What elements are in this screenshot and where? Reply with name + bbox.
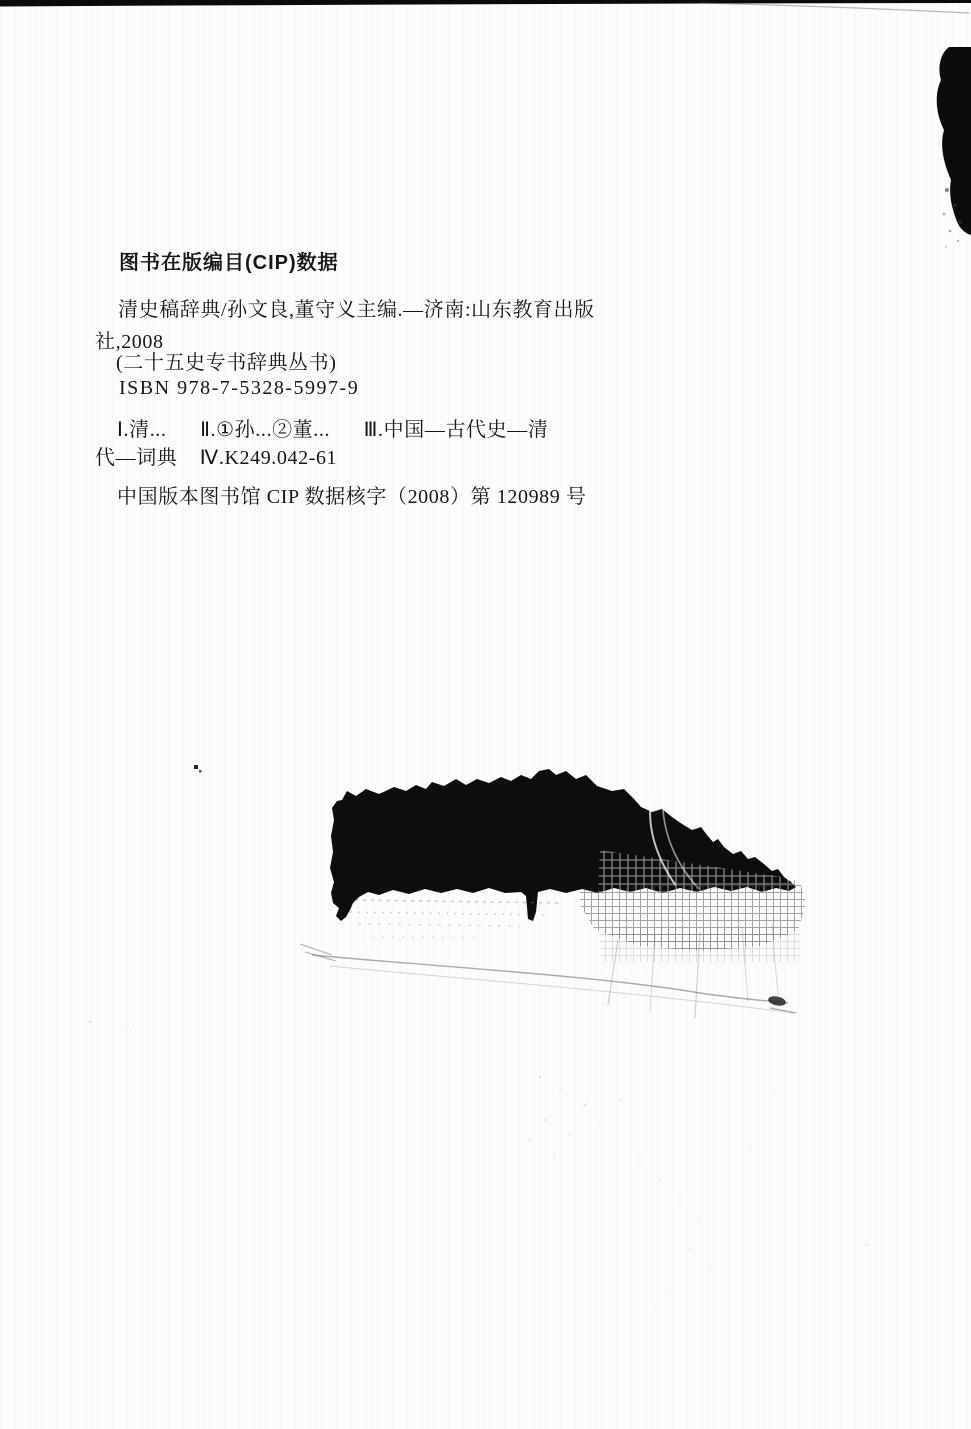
speckle-noise (89, 1021, 868, 1311)
bibliographic-line-1: 清史稿辞典/孙文良,董守义主编.—济南:山东教育出版 (118, 299, 595, 321)
center-ink-blotch (330, 769, 806, 1018)
top-edge-strip (0, 0, 971, 13)
scratch-lines (300, 944, 796, 1013)
isbn-line: ISBN 978-7-5328-5997-9 (119, 377, 360, 399)
classification-line-1: Ⅰ.清... Ⅱ.①孙...②董... Ⅲ.中国—古代史—清 (117, 419, 549, 441)
small-ink-speck (194, 765, 202, 773)
classification-line-2: 代—词典 Ⅳ.K249.042-61 (95, 447, 338, 469)
cip-record-number-line: 中国版本图书馆 CIP 数据核字（2008）第 120989 号 (117, 486, 587, 508)
bibliographic-line-2: 社,2008 (95, 331, 164, 353)
series-title-line: (二十五史专书辞典丛书) (116, 352, 337, 374)
corner-ink-stain (937, 47, 971, 248)
cip-header: 图书在版编目(CIP)数据 (119, 252, 339, 274)
